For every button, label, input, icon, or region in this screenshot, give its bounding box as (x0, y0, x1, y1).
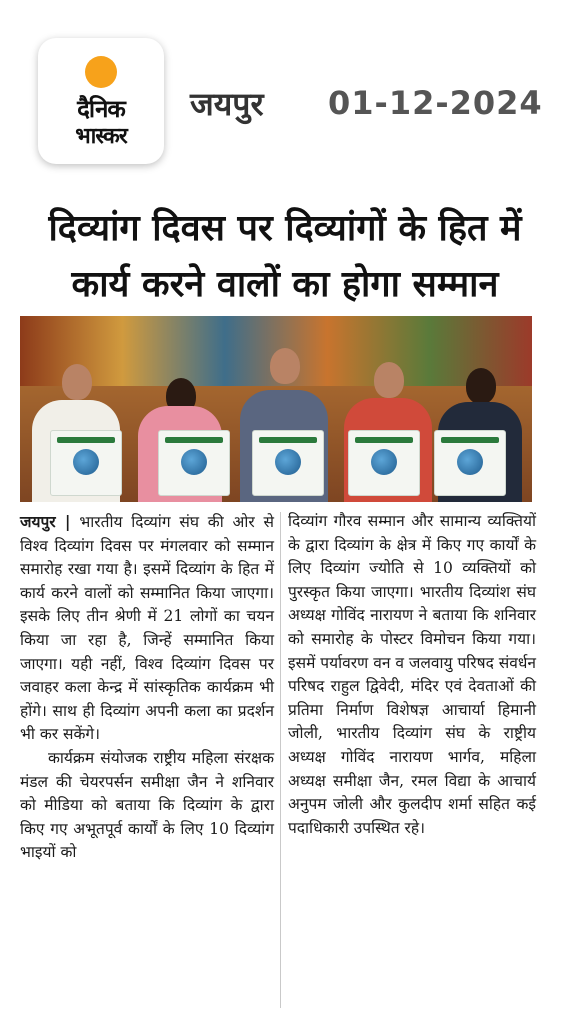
globe-icon (457, 449, 483, 475)
article-column-2 (288, 510, 536, 840)
event-poster-5 (434, 430, 506, 496)
news-photo (20, 316, 532, 502)
article-dateline: जयपुर | (20, 512, 71, 531)
article-paragraph-2: कार्यक्रम संयोजक राष्ट्रीय महिला संरक्षक मंडल की चेयरपर्सन समीक्षा जैन ने शनिवार को मीडिया को बताया कि दिव्यांग के द्वारा किए गए अभूतपूर्व कार्यों के लिए 10 दिव्यांग भाइयों को (20, 748, 274, 862)
event-poster-4 (348, 430, 420, 496)
logo-text-line2: भास्कर (75, 124, 127, 149)
paragraph-1-text: भारतीय दिव्यांग संघ की ओर से विश्व दिव्यांग दिवस पर मंगलवार को सम्मान समारोह रखा गया है। इसमें दिव्यांग के हित में कार्य करने वालों को सम्मानित किया जाएगा। इसके लिए तीन श्रेणी में 21 लोगों का चयन किया जा रहा है, जिन्हें सम्मानित किया जाएगा। यही नहीं, विश्व दिव्यांग दिवस पर जवाहर कला केन्द्र में सांस्कृतिक कार्यक्रम भी होंगे। साथ ही दिव्यांग अपनी कला का प्रदर्शन भी कर सकेंगे। (20, 513, 275, 744)
globe-icon (73, 449, 99, 475)
city-name: जयपुर (190, 85, 264, 123)
article-paragraph-1 (20, 510, 274, 747)
publication-date: 01-12-2024 (328, 84, 543, 122)
article-headline: दिव्यांग दिवस पर दिव्यांगों के हित में कार्य करने वालों का होगा सम्मान (48, 207, 522, 305)
logo-text-line1: दैनिक (77, 95, 125, 123)
globe-icon (371, 449, 397, 475)
newspaper-logo (38, 38, 164, 164)
event-poster-1 (50, 430, 122, 496)
event-poster-2 (158, 430, 230, 496)
event-poster-3 (252, 430, 324, 496)
globe-icon (181, 449, 207, 475)
sun-icon (85, 56, 117, 88)
article-paragraph-3: दिव्यांग गौरव सम्मान और सामान्य व्यक्तियों के द्वारा दिव्यांग के क्षेत्र में किए गए कार्यों के लिए दिव्यांग ज्योति से 10 व्यक्तियों को पुरस्कृत किया जाएगा। भारतीय दिव्यांश संघ अध्यक्ष गोविंद नारायण ने बताया कि शनिवार को समारोह के पोस्टर विमोचन किया गया। इसमें पर्यावरण वन व जलवायु परिषद संवर्धन परिषद राहुल द्विवेदी, मंदिर एवं देवताओं की प्रतिमा निर्माण विशेषज्ञ आचार्या हिमानी जोली, भारतीय दिव्यांग संघ के राष्ट्रीय अध्यक्ष गोविंद नारायण भार्गव, महिला अध्यक्ष समीक्षा जैन, रमल विद्या के आचार्य अनुपम जोली और कुलदीप शर्मा सहित कई पदाधिकारी उपस्थित रहे। (288, 512, 536, 837)
globe-icon (275, 449, 301, 475)
column-divider (280, 512, 281, 1008)
article-column-1 (20, 510, 274, 865)
